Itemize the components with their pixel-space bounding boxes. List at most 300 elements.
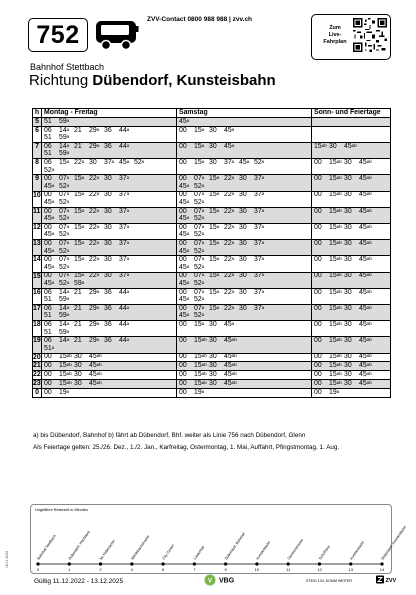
hour-cell: 10: [33, 191, 42, 207]
departure-time: 45$^a$: [179, 296, 190, 304]
departure-time: 44$^a$: [119, 142, 130, 150]
hour-row: [33, 353, 391, 362]
departure-time: 37$^a$: [254, 272, 265, 280]
departure-time: 44$^a$: [119, 288, 130, 296]
departure-time: $15^{ab}$: [329, 380, 342, 388]
departure-time: 00: [44, 191, 52, 199]
departure-time: 37$^a$: [119, 223, 130, 231]
departure-time: 00: [314, 353, 322, 361]
operator-logos: [203, 573, 397, 587]
departure-time: 21: [74, 337, 82, 345]
departure-time: $45^{ab}$: [359, 207, 372, 215]
departure-time: 37$^a$: [254, 304, 265, 312]
contact-line: ZVV-Contact 0800 988 988 | zvv.ch: [147, 16, 253, 23]
departure-time: 22$^a$: [224, 256, 235, 264]
departure-time: 30: [239, 207, 247, 215]
departure-time: $15^{ab}$: [329, 159, 342, 167]
departure-time: $15^{ab}$: [329, 337, 342, 345]
departure-time: $15^{ab}$: [329, 240, 342, 248]
bus-icon: [93, 19, 141, 51]
departure-time: 15$^a$: [209, 256, 220, 264]
weekday-cell: [42, 126, 177, 142]
departure-time: 45$^a$: [179, 117, 190, 125]
hour-cell: 8: [33, 159, 42, 175]
departure-time: 15$^a$: [194, 159, 205, 167]
direction-title: Richtung Dübendorf, Kunsteisbahn: [29, 72, 276, 89]
departure-time: 52$^a$: [194, 312, 205, 320]
weekday-cell: [42, 143, 177, 159]
departure-time: $15^{ab}$: [329, 191, 342, 199]
saturday-cell: [177, 380, 312, 389]
slogan: STEIG 134, KOMM WEITER.: [306, 579, 353, 583]
departure-time: 30: [209, 371, 217, 379]
sunday-header: Sonn- und Feiertage: [312, 109, 391, 118]
departure-time: 52$^a$: [59, 279, 70, 287]
hour-row: [33, 224, 391, 240]
stop-name: Bahnhof Stettbach: [30, 62, 105, 72]
hour-row: [33, 240, 391, 256]
departure-time: 30: [239, 191, 247, 199]
departure-time: $45^{ab}$: [224, 337, 237, 345]
departure-time: 37$^a$: [254, 207, 265, 215]
stop-minute: 10: [254, 567, 260, 572]
departure-time: 00: [179, 240, 187, 248]
departure-time: 06: [44, 304, 52, 312]
hour-cell: 22: [33, 371, 41, 379]
sunday-cell: [312, 380, 391, 389]
departure-time: 00: [179, 175, 187, 183]
saturday-cell: [177, 321, 312, 337]
departure-time: 30: [344, 362, 352, 370]
departure-time: $15^{ab}$: [59, 380, 72, 388]
departure-time: 07$^a$: [194, 272, 205, 280]
departure-time: 15$^a$: [74, 191, 85, 199]
departure-time: 15$^a$: [74, 175, 85, 183]
departure-time: 00: [314, 256, 322, 264]
hour-cell: 18: [33, 321, 42, 337]
stop-label: Im Haberacher: [99, 538, 117, 561]
departure-time: $15^{ab}$: [194, 337, 207, 345]
departure-time: 45$^a$: [179, 247, 190, 255]
departure-time: 52$^a$: [194, 182, 205, 190]
stop-label: Dübendorf, Bahnhof: [224, 531, 246, 561]
departure-time: 15$^a$: [194, 126, 205, 134]
departure-time: 15$^a$: [59, 159, 70, 167]
departure-time: 52$^a$: [59, 182, 70, 190]
departure-time: 37$^a$: [119, 175, 130, 183]
live-plan-label: Zum Live- Fahrplan: [323, 25, 347, 45]
weekday-cell: [42, 304, 177, 320]
departure-time: 00: [314, 304, 322, 312]
departure-time: 30: [239, 223, 247, 231]
departure-time: $15^{ab}$: [329, 272, 342, 280]
departure-time: 45$^a$: [179, 279, 190, 287]
departure-time: 59$^a$: [59, 150, 70, 158]
departure-time: $45^{ab}$: [359, 362, 372, 370]
departure-time: 30: [74, 380, 82, 388]
departure-time: 14$^a$: [59, 337, 70, 345]
departure-time: $45^{ab}$: [359, 256, 372, 264]
departure-time: $15^{ab}$: [329, 353, 342, 361]
departure-time: $15^{ab}$: [329, 304, 342, 312]
departure-time: 22$^a$: [224, 240, 235, 248]
departure-time: 29$^a$: [89, 142, 100, 150]
departure-time: 59$^a$: [74, 279, 85, 287]
departure-time: 22$^a$: [224, 272, 235, 280]
stop-marker: [287, 562, 290, 565]
departure-time: $15^{ab}$: [329, 207, 342, 215]
departure-time: $45^{ab}$: [89, 362, 102, 370]
departure-time: 37$^a$: [254, 288, 265, 296]
departure-time: 21: [74, 142, 82, 150]
stop-minute: 1: [68, 567, 71, 572]
stop-label: Bahnhof Stettbach: [36, 534, 57, 561]
departure-time: 15$^a$: [209, 240, 220, 248]
stop-minute: 13: [348, 567, 353, 572]
departure-time: 52$^a$: [194, 231, 205, 239]
departure-time: 52$^a$: [194, 247, 205, 255]
departure-time: 45$^a$: [224, 142, 235, 150]
departure-time: 07$^a$: [59, 191, 70, 199]
departure-time: 45$^a$: [179, 231, 190, 239]
hour-row: [33, 304, 391, 320]
departure-time: 07$^a$: [194, 223, 205, 231]
stop-label: Kunsteisbahn: [255, 540, 272, 561]
departure-time: 22$^a$: [89, 207, 100, 215]
departure-time: 21: [74, 304, 82, 312]
stop-minute: 12: [317, 567, 322, 572]
weekday-cell: [42, 337, 177, 353]
stop-minute: 5: [161, 567, 165, 572]
departure-time: 00: [44, 272, 52, 280]
departure-time: 59$^a$: [59, 134, 70, 142]
weekday-header: Montag - Freitag: [42, 109, 177, 118]
departure-time: 52$^a$: [194, 279, 205, 287]
departure-time: 45$^a$: [44, 263, 55, 271]
sunday-cell: [312, 118, 391, 127]
departure-time: 07$^a$: [59, 272, 70, 280]
stop-minute: 2: [99, 567, 102, 572]
departure-time: 30: [209, 380, 217, 388]
departure-time: 21: [74, 288, 82, 296]
departure-time: 00: [314, 288, 322, 296]
departure-time: 37$^a$: [254, 256, 265, 264]
departure-time: $45^{ab}$: [359, 272, 372, 280]
departure-time: 15$^a$: [209, 288, 220, 296]
saturday-cell: [177, 288, 312, 304]
departure-time: 21: [74, 320, 82, 328]
departure-time: 00: [44, 380, 52, 388]
departure-time: 15$^a$: [74, 207, 85, 215]
departure-time: 00: [44, 223, 52, 231]
departure-time: 22$^a$: [89, 175, 100, 183]
departure-time: 37$^a$: [224, 159, 235, 167]
saturday-cell: [177, 191, 312, 207]
departure-time: 15$^a$: [209, 272, 220, 280]
saturday-cell: [177, 240, 312, 256]
departure-time: $45^{ab}$: [359, 240, 372, 248]
departure-time: $45^{ab}$: [359, 191, 372, 199]
hour-row: [33, 175, 391, 191]
departure-time: 14$^a$: [59, 126, 70, 134]
departure-time: $15^{ab}$: [194, 380, 207, 388]
departure-time: 00: [179, 304, 187, 312]
hour-cell: 20: [33, 353, 41, 361]
weekday-cell: [42, 118, 177, 127]
stop-label: Dübendorf, Hochbord: [67, 530, 91, 561]
hour-row: [33, 362, 391, 371]
departure-time: 30: [329, 142, 337, 150]
notes: [33, 432, 393, 456]
departure-time: 30: [209, 159, 217, 167]
departure-time: $15^{ab}$: [329, 288, 342, 296]
hour-row: [33, 389, 391, 398]
departure-time: 15$^a$: [74, 256, 85, 264]
departure-time: 22$^a$: [89, 256, 100, 264]
departure-time: 52$^a$: [59, 247, 70, 255]
departure-time: 00: [179, 191, 187, 199]
hour-row: [33, 380, 391, 389]
departure-time: 45$^a$: [179, 182, 190, 190]
departure-time: $45^{ab}$: [359, 159, 372, 167]
timetable: [32, 108, 391, 398]
departure-time: 00: [314, 223, 322, 231]
departure-time: 36: [104, 288, 112, 296]
saturday-cell: [177, 389, 312, 398]
stop-marker: [161, 562, 164, 565]
departure-time: 00: [314, 320, 322, 328]
sunday-cell: [312, 126, 391, 142]
stop-marker: [349, 562, 352, 565]
departure-time: 07$^a$: [194, 191, 205, 199]
departure-time: $45^{ab}$: [89, 353, 102, 361]
stop-marker: [224, 562, 227, 565]
departure-time: $45^{ab}$: [359, 380, 372, 388]
departure-time: 37$^a$: [119, 256, 130, 264]
departure-time: $45^{ab}$: [359, 337, 372, 345]
departure-time: 00: [44, 353, 52, 361]
departure-time: 45$^a$: [179, 263, 190, 271]
stop-marker: [318, 562, 321, 565]
departure-time: 45$^a$: [44, 182, 55, 190]
stop-minute: 7: [193, 567, 196, 572]
departure-time: 07$^a$: [194, 240, 205, 248]
stop-marker: [380, 562, 383, 565]
sunday-cell: [312, 337, 391, 353]
weekday-cell: [42, 321, 177, 337]
stop-minute: 9: [224, 567, 227, 572]
sunday-cell: [312, 191, 391, 207]
sunday-cell: [312, 207, 391, 223]
hour-row: [33, 207, 391, 223]
hour-cell: 19: [33, 337, 42, 353]
departure-time: 22$^a$: [224, 191, 235, 199]
departure-time: 30: [344, 223, 352, 231]
departure-time: 15$^a$: [209, 175, 220, 183]
stop-label: Giessenstrasse: [286, 537, 305, 561]
departure-time: 22$^a$: [224, 288, 235, 296]
departure-time: 30: [209, 362, 217, 370]
departure-time: 15$^a$: [209, 223, 220, 231]
departure-time: 51$^a$: [44, 344, 55, 352]
saturday-cell: [177, 224, 312, 240]
departure-time: 30: [344, 380, 352, 388]
sunday-cell: [312, 272, 391, 288]
saturday-cell: [177, 337, 312, 353]
departure-time: 00: [179, 223, 187, 231]
departure-time: 00: [44, 362, 52, 370]
hour-cell: 16: [33, 288, 42, 304]
departure-time: 15$^a$: [74, 223, 85, 231]
departure-time: 30: [209, 320, 217, 328]
departure-time: 00: [179, 362, 187, 370]
departure-time: 44$^a$: [119, 126, 130, 134]
departure-time: 37$^a$: [119, 272, 130, 280]
holiday-note: Als Feiertage gelten: 25./26. Dez., 1./2. Jan., Karfreitag, Ostermontag, 1. Mai, Auffahrt, Pfingstmontag, 1. Aug.: [33, 443, 340, 451]
hour-row: [33, 191, 391, 207]
departure-time: 29$^a$: [89, 304, 100, 312]
departure-time: 07$^a$: [194, 175, 205, 183]
departure-time: 15$^a$: [74, 240, 85, 248]
weekday-cell: [42, 224, 177, 240]
departure-time: 37$^a$: [119, 207, 130, 215]
departure-time: 22$^a$: [224, 223, 235, 231]
weekday-cell: [42, 256, 177, 272]
weekday-cell: [42, 272, 177, 288]
stop-label: Dübendorf, Kunsteisbahn: [380, 525, 408, 561]
departure-time: 52$^a$: [194, 296, 205, 304]
departure-time: $15^{ab}$: [59, 353, 72, 361]
departure-time: 45$^a$: [44, 279, 55, 287]
departure-time: 19$^a$: [194, 388, 205, 396]
departure-time: $15^{ab}$: [194, 362, 207, 370]
departure-time: 00: [179, 142, 187, 150]
departure-time: 15$^a$: [194, 320, 205, 328]
saturday-cell: [177, 126, 312, 142]
weekday-cell: [42, 207, 177, 223]
hour-row: [33, 256, 391, 272]
sunday-cell: [312, 353, 391, 362]
departure-time: 30: [209, 142, 217, 150]
departure-time: 00: [314, 380, 322, 388]
hour-row: [33, 159, 391, 175]
departure-time: 30: [104, 223, 112, 231]
hour-row: [33, 321, 391, 337]
departure-time: 07$^a$: [194, 256, 205, 264]
hour-cell: 12: [33, 224, 42, 240]
departure-time: 51: [44, 134, 52, 142]
departure-time: 52$^a$: [59, 215, 70, 223]
route-number: 752: [28, 18, 88, 52]
departure-time: 30: [239, 240, 247, 248]
saturday-cell: [177, 175, 312, 191]
hour-cell: 15: [33, 272, 42, 288]
departure-time: $15^{ab}$: [329, 256, 342, 264]
departure-time: $15^{ab}$: [314, 142, 327, 150]
saturday-cell: [177, 362, 312, 371]
saturday-cell: [177, 256, 312, 272]
saturday-cell: [177, 118, 312, 127]
departure-time: 37$^a$: [104, 159, 115, 167]
sunday-cell: [312, 371, 391, 380]
departure-time: 00: [179, 272, 187, 280]
stop-marker: [193, 562, 196, 565]
departure-time: 30: [344, 256, 352, 264]
weekday-cell: [42, 362, 177, 371]
stop-minute: 11: [286, 567, 291, 572]
departure-time: 00: [314, 337, 322, 345]
departure-time: 52$^a$: [59, 199, 70, 207]
stop-marker: [255, 562, 258, 565]
hour-cell: 5: [33, 118, 42, 127]
sunday-cell: [312, 224, 391, 240]
departure-time: 30: [104, 191, 112, 199]
departure-time: 06: [44, 320, 52, 328]
departure-time: 30: [74, 371, 82, 379]
departure-time: 22$^a$: [89, 191, 100, 199]
departure-time: $45^{ab}$: [359, 304, 372, 312]
hour-row: [33, 143, 391, 159]
departure-time: 30: [74, 353, 82, 361]
departure-time: 00: [314, 175, 322, 183]
departure-time: 22$^a$: [89, 272, 100, 280]
departure-time: 30: [89, 159, 97, 167]
departure-time: 30: [209, 353, 217, 361]
departure-time: 00: [44, 175, 52, 183]
departure-time: 07$^a$: [59, 240, 70, 248]
departure-time: 45$^a$: [179, 199, 190, 207]
departure-time: 00: [179, 388, 187, 396]
hour-row: [33, 126, 391, 142]
sunday-cell: [312, 256, 391, 272]
sunday-cell: [312, 389, 391, 398]
departure-time: 00: [179, 159, 187, 167]
qr-code-icon[interactable]: [353, 18, 387, 52]
departure-time: 52$^a$: [194, 215, 205, 223]
departure-time: 30: [239, 272, 247, 280]
departure-time: 29$^a$: [89, 288, 100, 296]
departure-time: 00: [314, 371, 322, 379]
departure-time: 30: [344, 304, 352, 312]
departure-time: 59$^a$: [59, 328, 70, 336]
hour-header: h: [33, 109, 42, 118]
departure-time: 14$^a$: [59, 304, 70, 312]
hour-row: [33, 337, 391, 353]
departure-time: 45$^a$: [224, 126, 235, 134]
departure-time: 36: [104, 304, 112, 312]
departure-time: 07$^a$: [59, 256, 70, 264]
departure-time: 51: [44, 328, 52, 336]
validity-text: Gültig 11.12.2022 - 13.12.2025: [34, 578, 124, 585]
departure-time: 19$^a$: [59, 388, 70, 396]
departure-time: 52$^a$: [194, 199, 205, 207]
hour-row: [33, 272, 391, 288]
departure-time: 06: [44, 337, 52, 345]
departure-time: 14$^a$: [59, 320, 70, 328]
departure-time: 52$^a$: [59, 231, 70, 239]
departure-time: 51: [44, 117, 52, 125]
stop-minute: 4: [130, 567, 133, 572]
departure-time: 22$^a$: [89, 240, 100, 248]
saturday-cell: [177, 371, 312, 380]
departure-time: 00: [179, 126, 187, 134]
departure-time: 15$^a$: [209, 304, 220, 312]
departure-time: 00: [314, 272, 322, 280]
departure-time: 37$^a$: [254, 175, 265, 183]
departure-time: 36: [104, 126, 112, 134]
departure-time: 36: [104, 142, 112, 150]
departure-time: 59$^a$: [59, 296, 70, 304]
